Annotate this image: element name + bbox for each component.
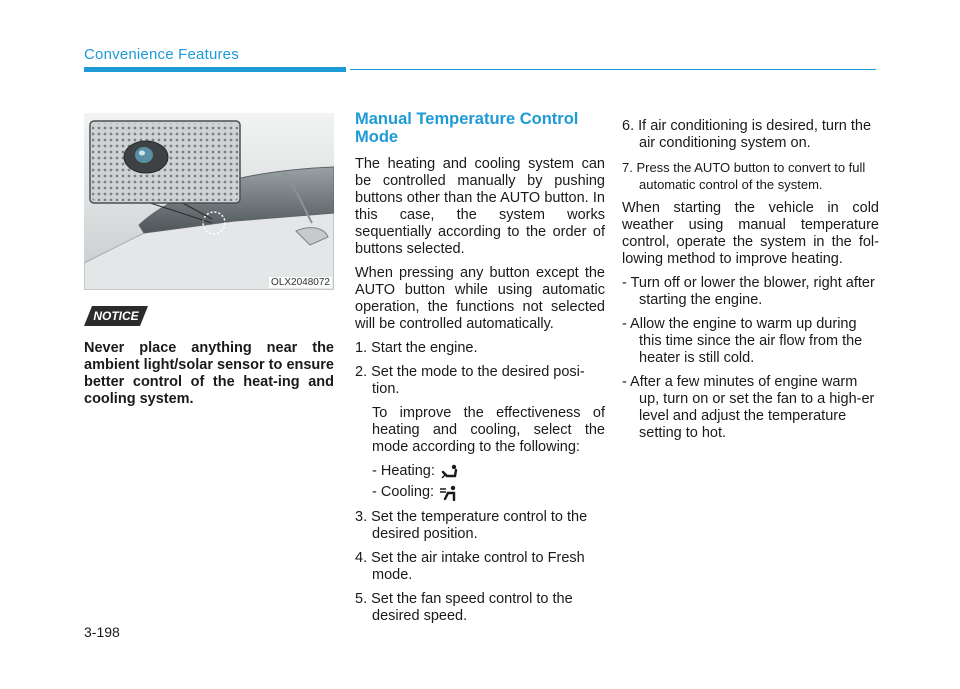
cooling-mode-row bbox=[355, 484, 605, 501]
step-7: 7. Press the AUTO button to convert to full automatic control of the system. bbox=[622, 160, 866, 192]
step-6: 6. If air conditioning is desired, turn the air conditioning system on. bbox=[622, 118, 872, 151]
header-rule-thin bbox=[350, 69, 876, 70]
manual-intro-2: When pressing any button except the AUTO button while using automatic operation, the functions not selected will be controlled automatically. bbox=[355, 265, 605, 332]
windshield-sensor-drawing bbox=[84, 113, 334, 290]
step-2-note: To improve the effectiveness of heating and cooling, select the mode according to the following: bbox=[372, 405, 605, 455]
step-5: 5. Set the fan speed control to the desired speed. bbox=[355, 591, 573, 624]
notice-text: Never place anything near the ambient light/solar sensor to ensure better control of the heat-ing and cooling system. bbox=[84, 340, 334, 407]
manual-intro: The heating and cooling system can be controlled manually by pushing buttons other than the AUTO button. In this case, the system works sequentially according to the order of buttons selected. bbox=[355, 156, 605, 257]
cold-bullet-2: - Allow the engine to warm up during this time since the air flow from the heater is still cold. bbox=[622, 316, 863, 366]
step-4: 4. Set the air intake control to Fresh mode. bbox=[355, 550, 585, 583]
step-1: 1. Start the engine. bbox=[355, 340, 478, 356]
step-2: 2. Set the mode to the desired posi-tion. bbox=[355, 364, 585, 397]
page-number: 3-198 bbox=[84, 624, 120, 640]
cold-bullet-3: - After a few minutes of engine warm up, turn on or set the fan to a high-er level and adjust the temperature setting to hot. bbox=[622, 374, 875, 441]
step-3: 3. Set the temperature control to the desired position. bbox=[355, 509, 588, 542]
section-title: Convenience Features bbox=[84, 46, 239, 63]
cold-intro: When starting the vehicle in cold weather using manual temperature control, operate the system in the fol-lowing method to improve heating. bbox=[622, 200, 879, 267]
sensor-illustration bbox=[84, 113, 334, 290]
cold-bullet-1: - Turn off or lower the blower, right after starting the engine. bbox=[622, 275, 875, 308]
figure-code: OLX2048072 bbox=[271, 277, 330, 288]
heating-mode-row bbox=[355, 463, 605, 480]
notice-label: NOTICE bbox=[93, 309, 139, 323]
heating-label: - Heating: bbox=[372, 463, 435, 479]
floor-heating-icon bbox=[441, 464, 459, 480]
cooling-label: - Cooling: bbox=[372, 484, 435, 500]
manual-column bbox=[355, 110, 605, 632]
face-vent-icon bbox=[440, 485, 458, 501]
header-rule-thick bbox=[84, 67, 346, 72]
notice-badge bbox=[84, 306, 148, 326]
manual-title: Manual Temperature Control Mode bbox=[355, 110, 579, 146]
cold-weather-column bbox=[622, 118, 879, 449]
